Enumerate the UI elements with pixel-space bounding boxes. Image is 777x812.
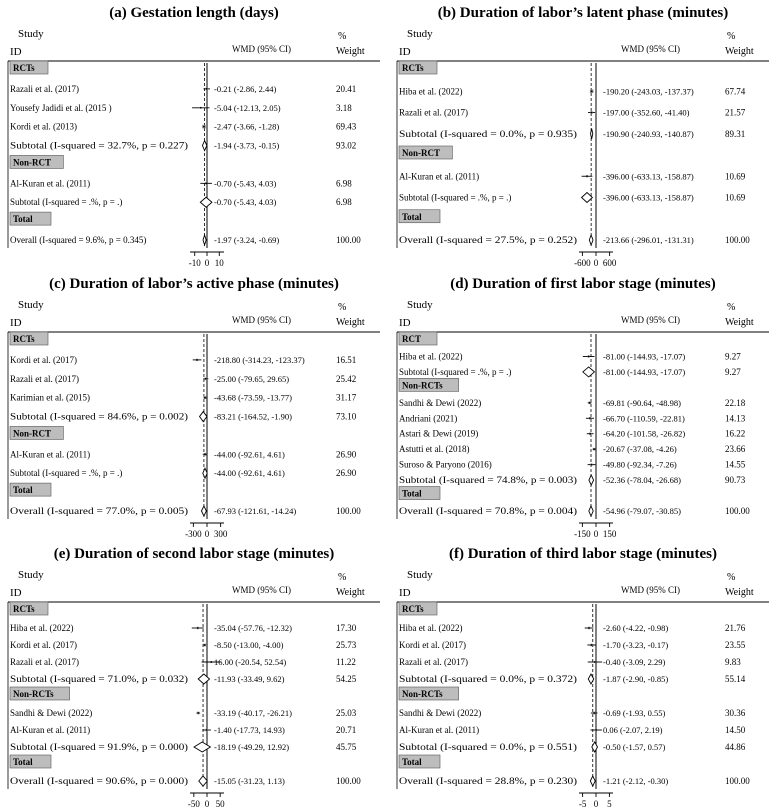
group-label: RCTs (13, 63, 35, 73)
effect-ci-text: -18.19 (-49.29, 12.92) (214, 742, 290, 752)
column-header-effect: WMD (95% CI) (621, 585, 680, 595)
study-point (203, 126, 205, 128)
study-label: Overall (I-squared = 28.8%, p = 0.230) (399, 776, 577, 786)
study-label: Hiba et al. (2022) (399, 623, 463, 633)
column-header-effect: WMD (95% CI) (621, 315, 680, 325)
effect-ci-text: -52.36 (-78.04, -26.68) (603, 475, 681, 486)
weight-value: 9.27 (725, 366, 741, 377)
study-point (204, 397, 206, 399)
study-point (206, 729, 208, 731)
column-header-percent: % (727, 572, 736, 583)
subtotal-diamond (200, 412, 207, 422)
weight-value: 30.36 (725, 708, 746, 718)
weight-value: 67.74 (725, 86, 746, 97)
weight-value: 3.18 (336, 102, 352, 113)
weight-value: 25.42 (336, 373, 357, 384)
effect-ci-text: -49.80 (-92.34, -7.26) (603, 459, 677, 470)
study-label: Al-Kuran et al. (2011) (10, 725, 91, 735)
chart-title: (d) Duration of first labor stage (minutes) (450, 276, 716, 292)
weight-value: 45.75 (336, 742, 357, 752)
weight-value: 100.00 (336, 235, 361, 245)
column-header-effect: WMD (95% CI) (621, 44, 680, 54)
study-point (204, 644, 206, 646)
column-header-weight: Weight (725, 46, 754, 57)
effect-ci-text: -1.97 (-3.24, -0.69) (214, 235, 280, 245)
effect-ci-text: -2.60 (-4.22, -0.98) (603, 623, 669, 633)
weight-value: 10.69 (725, 192, 746, 203)
effect-ci-text: -218.80 (-314.23, -123.37) (214, 354, 305, 365)
effect-ci-text: -0.40 (-3.09, 2.29) (603, 657, 666, 667)
effect-ci-text: -44.00 (-92.61, 4.61) (214, 468, 285, 479)
x-tick-label: -300 (185, 529, 202, 539)
x-tick-label: 0 (593, 529, 599, 539)
study-label: Al-Kuran et al. (2011) (10, 178, 91, 189)
study-label: Subtotal (I-squared = 32.7%, p = 0.227) (10, 140, 188, 151)
subtotal-diamond (589, 475, 594, 485)
overall-diamond (199, 776, 208, 786)
x-tick-label: 0 (593, 799, 599, 809)
study-point (196, 359, 198, 361)
study-label: Razali et al. (2017) (399, 657, 468, 667)
group-label: Non-RCT (402, 148, 441, 158)
study-point (206, 88, 208, 90)
study-point (591, 464, 593, 466)
study-label: Subtotal (I-squared = 84.6%, p = 0.002) (10, 411, 188, 422)
study-label: Subtotal (I-squared = 71.0%, p = 0.032) (10, 674, 188, 684)
group-label: RCT (402, 334, 422, 344)
effect-ci-text: -83.21 (-164.52, -1.90) (214, 411, 292, 422)
study-label: Hiba et al. (2022) (399, 86, 463, 97)
chart-title: (f) Duration of third labor stage (minutes) (448, 546, 718, 562)
effect-ci-text: 16.00 (-20.54, 52.54) (214, 657, 287, 667)
effect-ci-text: -1.70 (-3.23, -0.17) (603, 640, 669, 650)
group-label: Total (402, 211, 422, 222)
weight-value: 100.00 (725, 506, 750, 516)
study-label: Karimian et al. (2015) (10, 392, 90, 403)
forest-panel-third-stage (389, 541, 777, 811)
effect-ci-text: -2.47 (-3.66, -1.28) (214, 121, 280, 132)
effect-ci-text: -1.21 (-2.12, -0.30) (603, 776, 669, 786)
x-tick-label: 600 (602, 258, 617, 268)
forest-panel-second-stage (0, 541, 388, 811)
effect-ci-text: -0.70 (-5.43, 4.03) (214, 178, 277, 189)
weight-value: 14.13 (725, 413, 746, 424)
effect-ci-text: 0.06 (-2.07, 2.19) (603, 725, 663, 735)
effect-ci-text: -396.00 (-633.13, -158.87) (603, 192, 694, 203)
group-label: Non-RCTs (402, 380, 443, 391)
study-label: Kordi et al. (2017) (10, 354, 77, 365)
column-header-id: ID (10, 317, 22, 329)
effect-ci-text: -54.96 (-79.07, -30.85) (603, 506, 681, 516)
effect-ci-text: -11.93 (-33.49, 9.62) (214, 674, 285, 684)
effect-ci-text: -213.66 (-296.01, -131.31) (603, 235, 694, 245)
weight-value: 9.83 (725, 657, 741, 667)
study-point (595, 729, 597, 731)
study-point (205, 378, 207, 380)
weight-value: 9.27 (725, 351, 741, 362)
study-point (589, 417, 591, 419)
study-point (586, 175, 588, 177)
weight-value: 25.73 (336, 640, 357, 650)
column-header-percent: % (338, 31, 347, 42)
chart-title: (a) Gestation length (days) (109, 5, 279, 21)
study-label: Overall (I-squared = 9.6%, p = 0.345) (10, 235, 147, 245)
overall-diamond (590, 776, 595, 786)
weight-value: 16.22 (725, 428, 746, 439)
study-point (200, 107, 202, 109)
group-label: Non-RCT (13, 428, 52, 439)
study-point (204, 453, 206, 455)
weight-value: 20.41 (336, 83, 357, 94)
effect-ci-text: -1.40 (-17.73, 14.93) (214, 725, 285, 735)
effect-ci-text: -15.05 (-31.23, 1.13) (214, 776, 285, 786)
study-point (588, 356, 590, 358)
column-header-percent: % (338, 302, 347, 313)
group-label: RCTs (402, 63, 424, 73)
study-label: Razali et al. (2017) (10, 657, 79, 667)
study-label: Kordi et al. (2017) (399, 640, 466, 650)
column-header-id: ID (399, 587, 411, 599)
x-tick-label: 5 (607, 799, 612, 809)
group-label: RCTs (402, 604, 424, 614)
weight-value: 54.25 (336, 674, 357, 684)
x-tick-label: -10 (188, 258, 201, 268)
weight-value: 100.00 (725, 235, 750, 245)
study-point (591, 644, 593, 646)
column-header-effect: WMD (95% CI) (232, 315, 291, 325)
effect-ci-text: -25.00 (-79.65, 29.65) (214, 373, 290, 384)
study-label: Al-Kuran et al. (2011) (10, 449, 91, 460)
group-label: Total (13, 757, 33, 767)
effect-ci-text: -33.19 (-40.17, -26.21) (214, 708, 292, 718)
subtotal-diamond (583, 367, 595, 377)
chart-title: (c) Duration of labor’s active phase (minutes) (49, 276, 339, 292)
forest-panel-active-phase (0, 271, 388, 541)
study-label: Razali et al. (2017) (10, 373, 79, 384)
study-point (589, 433, 591, 435)
group-label: Non-RCTs (13, 689, 54, 699)
study-label: Subtotal (I-squared = 91.9%, p = 0.000) (10, 742, 188, 752)
effect-ci-text: -190.20 (-243.03, -137.37) (603, 86, 694, 97)
effect-ci-text: -81.00 (-144.93, -17.07) (603, 351, 686, 362)
study-label: Hiba et al. (2022) (10, 623, 74, 633)
study-label: Subtotal (I-squared = .%, p = .) (10, 197, 123, 208)
effect-ci-text: -5.04 (-12.13, 2.05) (214, 102, 281, 113)
weight-value: 11.22 (336, 657, 356, 667)
column-header-weight: Weight (336, 46, 365, 57)
x-tick-label: 10 (214, 258, 224, 268)
column-header-effect: WMD (95% CI) (232, 44, 291, 54)
weight-value: 6.98 (336, 197, 352, 208)
overall-diamond (589, 506, 593, 516)
weight-value: 21.76 (725, 623, 746, 633)
weight-value: 93.02 (336, 140, 357, 151)
subtotal-diamond (202, 141, 206, 151)
study-label: Sandhi & Dewi (2022) (399, 708, 482, 718)
weight-value: 100.00 (336, 776, 361, 786)
study-label: Al-Kuran et al. (2011) (399, 171, 480, 182)
weight-value: 31.17 (336, 392, 357, 403)
x-tick-label: -50 (187, 799, 200, 809)
column-header-percent: % (727, 302, 736, 313)
column-header-study: Study (407, 299, 433, 311)
effect-ci-text: -66.70 (-110.59, -22.81) (603, 413, 685, 424)
column-header-id: ID (10, 46, 22, 58)
study-label: Subtotal (I-squared = .%, p = .) (10, 468, 123, 479)
weight-value: 100.00 (336, 506, 361, 516)
study-point (591, 90, 593, 92)
x-tick-label: 0 (204, 799, 210, 809)
column-header-weight: Weight (336, 587, 365, 598)
effect-ci-text: -197.00 (-352.60, -41.40) (603, 107, 690, 118)
study-point (197, 712, 199, 714)
study-label: Subtotal (I-squared = 0.0%, p = 0.551) (399, 742, 577, 752)
effect-ci-text: -20.67 (-37.08, -4.26) (603, 444, 677, 455)
study-point (594, 661, 596, 663)
weight-value: 100.00 (725, 776, 750, 786)
effect-ci-text: -1.94 (-3.73, -0.15) (214, 140, 280, 151)
group-label: RCTs (13, 334, 35, 344)
subtotal-diamond (194, 742, 210, 752)
overall-diamond (589, 235, 593, 245)
column-header-id: ID (399, 46, 411, 58)
study-label: Subtotal (I-squared = .%, p = .) (399, 192, 512, 203)
weight-value: 26.90 (336, 468, 357, 479)
study-label: Subtotal (I-squared = 0.0%, p = 0.935) (399, 128, 577, 139)
study-label: Overall (I-squared = 90.6%, p = 0.000) (10, 776, 188, 786)
subtotal-diamond (591, 129, 593, 139)
column-header-study: Study (18, 569, 44, 581)
effect-ci-text: -64.20 (-101.58, -26.82) (603, 428, 686, 439)
study-label: Razali et al. (2017) (399, 107, 468, 118)
x-tick-label: 0 (593, 258, 599, 268)
group-label: RCTs (13, 604, 35, 614)
column-header-study: Study (407, 28, 433, 40)
effect-ci-text: -67.93 (-121.61, -14.24) (214, 506, 297, 516)
effect-ci-text: -81.00 (-144.93, -17.07) (603, 366, 686, 377)
column-header-percent: % (338, 572, 347, 583)
weight-value: 17.30 (336, 623, 357, 633)
effect-ci-text: -8.50 (-13.00, -4.00) (214, 640, 284, 650)
weight-value: 10.69 (725, 171, 746, 182)
weight-value: 20.71 (336, 725, 357, 735)
effect-ci-text: -43.68 (-73.59, -13.77) (214, 392, 292, 403)
study-point (210, 661, 212, 663)
weight-value: 89.31 (725, 128, 746, 139)
weight-value: 14.55 (725, 459, 746, 470)
study-label: Astari & Dewi (2019) (399, 428, 479, 439)
x-tick-label: 0 (204, 258, 210, 268)
group-label: Total (13, 214, 33, 225)
study-label: Overall (I-squared = 77.0%, p = 0.005) (10, 506, 188, 516)
study-point (588, 627, 590, 629)
study-point (593, 712, 595, 714)
study-point (197, 627, 199, 629)
forest-panel-latent-phase (389, 0, 777, 270)
column-header-study: Study (18, 28, 44, 40)
x-tick-label: -600 (574, 258, 591, 268)
column-header-id: ID (10, 587, 22, 599)
study-point (593, 448, 595, 450)
weight-value: 21.57 (725, 107, 746, 118)
column-header-weight: Weight (336, 317, 365, 328)
effect-ci-text: -1.87 (-2.90, -0.85) (603, 674, 669, 684)
column-header-weight: Weight (725, 587, 754, 598)
weight-value: 22.18 (725, 397, 746, 408)
weight-value: 90.73 (725, 475, 746, 486)
x-tick-label: 300 (213, 529, 228, 539)
study-label: Razali et al. (2017) (10, 83, 79, 94)
column-header-weight: Weight (725, 317, 754, 328)
effect-ci-text: -69.81 (-90.64, -48.98) (603, 397, 681, 408)
weight-value: 23.55 (725, 640, 746, 650)
study-label: Subtotal (I-squared = .%, p = .) (399, 366, 512, 377)
effect-ci-text: -396.00 (-633.13, -158.87) (603, 171, 694, 182)
x-tick-label: 150 (602, 529, 617, 539)
weight-value: 69.43 (336, 121, 357, 132)
overall-diamond (203, 235, 206, 245)
x-tick-label: -5 (578, 799, 587, 809)
weight-value: 73.10 (336, 411, 357, 422)
study-label: Yousefy Jadidi et al. (2015 ) (10, 102, 112, 113)
study-label: Overall (I-squared = 70.8%, p = 0.004) (399, 506, 577, 516)
study-point (589, 402, 591, 404)
x-tick-label: -150 (574, 529, 591, 539)
column-header-study: Study (407, 569, 433, 581)
weight-value: 55.14 (725, 674, 746, 684)
group-label: Non-RCT (13, 157, 52, 168)
weight-value: 16.51 (336, 354, 357, 365)
weight-value: 6.98 (336, 178, 352, 189)
effect-ci-text: -190.90 (-240.93, -140.87) (603, 128, 694, 139)
x-tick-label: 0 (204, 529, 210, 539)
study-label: Suroso & Paryono (2016) (399, 459, 492, 470)
group-label: Non-RCTs (402, 689, 443, 699)
study-label: Kordi et al. (2017) (10, 640, 77, 650)
study-label: Kordi et al. (2013) (10, 121, 77, 132)
effect-ci-text: -44.00 (-92.61, 4.61) (214, 449, 285, 460)
study-label: Al-Kuran et al. (2011) (399, 725, 480, 735)
study-point (591, 112, 593, 114)
weight-value: 26.90 (336, 449, 357, 460)
overall-diamond (201, 506, 206, 516)
forest-panel-first-stage (389, 271, 777, 541)
effect-ci-text: -35.04 (-57.76, -12.32) (214, 623, 292, 633)
study-point (205, 182, 207, 184)
x-tick-label: 50 (215, 799, 225, 809)
effect-ci-text: -0.69 (-1.93, 0.55) (603, 708, 666, 718)
effect-ci-text: -0.21 (-2.86, 2.44) (214, 83, 277, 94)
column-header-id: ID (399, 317, 411, 329)
weight-value: 25.03 (336, 708, 357, 718)
study-label: Subtotal (I-squared = 0.0%, p = 0.372) (399, 674, 577, 684)
weight-value: 23.66 (725, 444, 746, 455)
forest-panel-gestation-length (0, 0, 388, 270)
column-header-effect: WMD (95% CI) (232, 585, 291, 595)
column-header-percent: % (727, 31, 736, 42)
group-label: Total (402, 488, 422, 499)
group-label: Total (402, 757, 422, 767)
effect-ci-text: -0.70 (-5.43, 4.03) (214, 197, 277, 208)
chart-title: (b) Duration of labor’s latent phase (minutes) (437, 5, 729, 21)
study-label: Subtotal (I-squared = 74.8%, p = 0.003) (399, 475, 577, 486)
study-label: Hiba et al. (2022) (399, 351, 463, 362)
group-label: Total (13, 485, 33, 496)
weight-value: 14.50 (725, 725, 746, 735)
column-header-study: Study (18, 299, 44, 311)
study-label: Overall (I-squared = 27.5%, p = 0.252) (399, 235, 577, 245)
study-label: Sandhi & Dewi (2022) (399, 397, 482, 408)
weight-value: 44.86 (725, 742, 746, 752)
subtotal-diamond (198, 674, 209, 684)
effect-ci-text: -0.50 (-1.57, 0.57) (603, 742, 666, 752)
study-label: Sandhi & Dewi (2022) (10, 708, 93, 718)
subtotal-diamond (200, 197, 212, 207)
chart-title: (e) Duration of second labor stage (minutes) (53, 546, 335, 562)
study-label: Astutti et al. (2018) (399, 444, 470, 455)
study-label: Andriani (2021) (399, 413, 458, 424)
